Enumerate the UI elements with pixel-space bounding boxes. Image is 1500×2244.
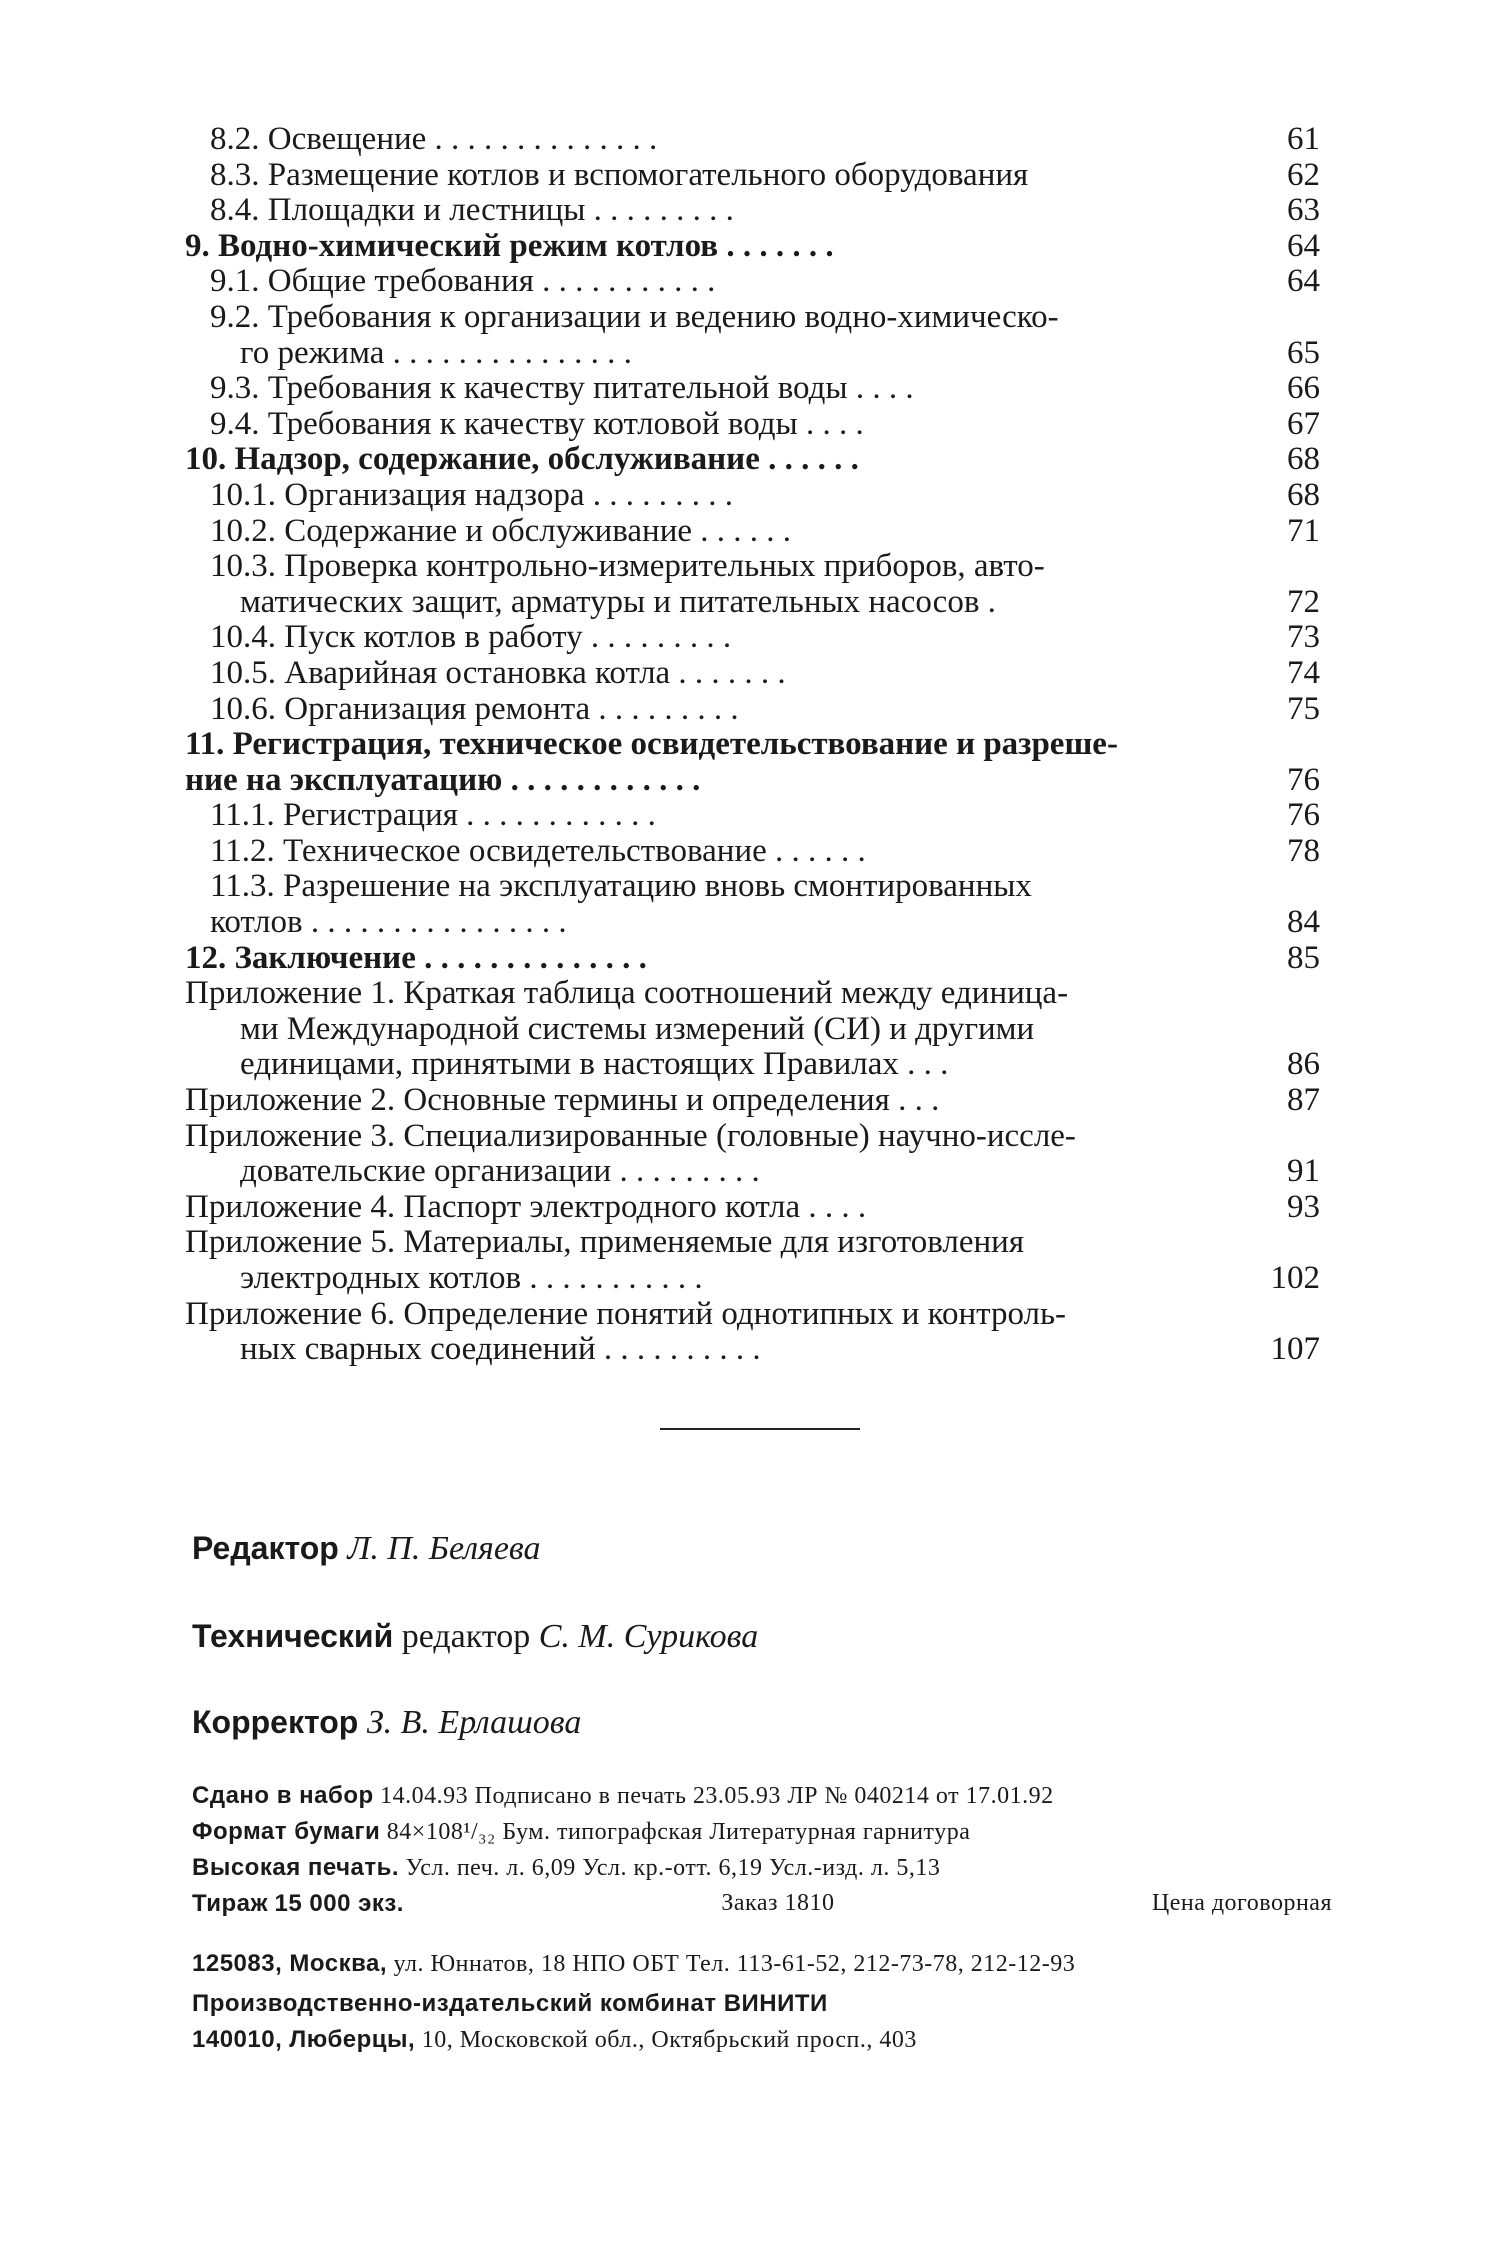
toc-page-number: 64 [1287,263,1320,300]
toc-entry [185,1012,1320,1048]
imprint-label: Сдано в набор [192,1782,374,1809]
imprint-label: 125083, Москва, [192,1950,388,1977]
toc-entry [185,1261,1320,1297]
toc-page-number: 68 [1287,441,1320,478]
imprint-text: Усл. печ. л. 6,09 Усл. кр.-отт. 6,19 Усл.-изд. л. 5,13 [405,1855,941,1881]
toc-entry-text: довательские организации . . . . . . . . . [240,1154,760,1190]
imprint-text: 84×108¹/₃₂ Бум. типографская Литературная гарнитура [386,1819,971,1845]
corrector-name: З. В. Ерлашова [366,1704,582,1741]
toc-entry [185,656,1320,692]
toc-page-number: 86 [1287,1046,1320,1083]
imprint-price: Цена договорная [1151,1890,1332,1916]
toc-entry [185,1190,1320,1226]
toc-page-number: 78 [1287,832,1320,869]
toc-entry-text: 8.3. Размещение котлов и вспомогательного оборудования [210,157,1029,193]
toc-entry [185,1154,1320,1190]
imprint-line-3 [192,1854,1332,1882]
toc-entry-text: 10.2. Содержание и обслуживание . . . . . . [210,513,792,549]
toc-entry [185,585,1320,621]
toc-entry-text: Приложение 3. Специализированные (головные) научно-иссле- [185,1118,1076,1154]
section-divider [660,1428,860,1430]
toc-page-number: 76 [1287,761,1320,798]
toc-page-number: 84 [1287,904,1320,941]
toc-entry-text: 11.2. Техническое освидетельствование . . . . . . [210,833,866,869]
toc-entry-text: 8.2. Освещение . . . . . . . . . . . . . . [210,122,658,157]
toc-entry-text: 10.3. Проверка контрольно-измерительных приборов, авто- [210,549,1045,585]
toc-page-number: 64 [1287,227,1320,264]
toc-entry [185,442,1320,478]
imprint-text: 10, Московской обл., Октябрьский просп., 403 [421,2027,917,2053]
toc-entry-text: Приложение 4. Паспорт электродного котла . . . . [185,1189,867,1225]
toc-entry-text: 11. Регистрация, техническое освидетельствование и разреше- [185,727,1118,763]
imprint-label: Формат бумаги [192,1818,381,1845]
imprint-line-6 [192,1990,1332,2018]
toc-entry [185,1047,1320,1083]
toc-entry [185,514,1320,550]
tech-editor-name: С. М. Сурикова [538,1618,759,1655]
toc-page-number: 75 [1287,690,1320,727]
imprint-label: Высокая печать. [192,1854,400,1881]
toc-entry-text: 12. Заключение . . . . . . . . . . . . . . [185,940,647,976]
toc-entry-text: электродных котлов . . . . . . . . . . . [240,1261,703,1296]
editor-name: Л. П. Беляева [347,1530,541,1567]
credit-tech-editor [192,1618,758,1656]
toc-page-number: 107 [1270,1331,1320,1368]
toc-page-number: 102 [1270,1260,1320,1296]
toc-page-number: 72 [1287,583,1320,620]
toc-entry-text: единицами, принятыми в настоящих Правилах . . . [240,1047,949,1083]
toc-page-number: 74 [1287,654,1320,691]
imprint-label: 140010, Люберцы, [192,2026,416,2053]
toc-entry-text: ми Международной системы измерений (СИ) и другими [240,1011,1035,1047]
toc-page-number: 91 [1287,1153,1320,1190]
toc-entry-text: Приложение 1. Краткая таблица соотношений между единица- [185,976,1069,1012]
imprint-line-4 [192,1890,1332,1918]
toc-page-number: 93 [1287,1188,1320,1225]
toc-entry [185,549,1320,585]
toc-page-number: 67 [1287,405,1320,442]
toc-page-number: 62 [1287,156,1320,193]
imprint-label: Тираж [192,1890,269,1917]
imprint-line-7 [192,2026,1332,2054]
toc-entry-text: 10.4. Пуск котлов в работу . . . . . . . . . [210,620,732,656]
toc-entry-text: Приложение 5. Материалы, применяемые для изготовления [185,1225,1025,1261]
toc-entry [185,158,1320,194]
toc-entry [185,407,1320,443]
toc-page-number: 76 [1287,797,1320,834]
toc-entry [185,1083,1320,1119]
credit-corrector [192,1704,581,1742]
toc-entry-text: 9.4. Требования к качеству котловой воды . . . . [210,406,864,442]
toc-entry-text: 10.1. Организация надзора . . . . . . . . . [210,477,734,513]
toc-entry-text: 9.1. Общие требования . . . . . . . . . . . [210,264,716,300]
toc-entry-text: го режима . . . . . . . . . . . . . . . [240,335,632,371]
toc-entry [185,264,1320,300]
toc-entry-text: 10.5. Аварийная остановка котла . . . . . . . [210,655,786,691]
toc-entry [185,763,1320,799]
toc-entry [185,941,1320,977]
toc-entry [185,692,1320,728]
toc-entry [185,727,1320,763]
toc-entry-text: 9.3. Требования к качеству питательной воды . . . . [210,371,914,407]
toc-page-number: 85 [1287,939,1320,976]
toc-entry [185,300,1320,336]
toc-page-number: 63 [1287,192,1320,229]
imprint-text: 15 000 экз. [274,1890,404,1917]
imprint-order: Заказ 1810 [721,1890,835,1916]
toc-entry-text: Приложение 2. Основные термины и определения . . . [185,1083,940,1119]
toc-entry-text: 11.3. Разрешение на эксплуатацию вновь смонтированных [210,869,1032,905]
imprint-line-2 [192,1818,1332,1846]
toc-entry [185,869,1320,905]
toc-entry [185,976,1320,1012]
toc-entry-text: котлов . . . . . . . . . . . . . . . . [210,905,567,941]
toc-page-number: 73 [1287,619,1320,656]
toc-page-number: 66 [1287,370,1320,407]
toc-entry [185,336,1320,372]
credit-editor [192,1530,540,1568]
toc-entry [185,905,1320,941]
toc-entry-text: матических защит, арматуры и питательных насосов . [240,584,996,620]
toc-entry-text: ных сварных соединений . . . . . . . . . . [240,1332,761,1368]
toc-page-number: 65 [1287,334,1320,371]
toc-entry-text: Приложение 6. Определение понятий однотипных и контроль- [185,1296,1067,1332]
toc-page-number: 61 [1287,121,1320,157]
toc-page-number: 68 [1287,476,1320,513]
tech-editor-role-rest: редактор [401,1618,531,1655]
imprint-text: ул. Юннатов, 18 НПО ОБТ Тел. 113-61-52, 212-73-78, 212-12-93 [393,1951,1076,1977]
toc-entry [185,229,1320,265]
editor-role: Редактор [192,1530,339,1566]
imprint-text: 14.04.93 Подписано в печать 23.05.93 ЛР № 040214 от 17.01.92 [380,1783,1054,1809]
toc-entry [185,1225,1320,1261]
toc-page-number: 71 [1287,512,1320,549]
imprint-line-5 [192,1950,1332,1978]
table-of-contents [185,122,1320,1368]
imprint-line-1 [192,1782,1332,1810]
toc-entry-text: 10.6. Организация ремонта . . . . . . . . . [210,691,739,727]
toc-entry-text: 11.1. Регистрация . . . . . . . . . . . . [210,798,656,834]
toc-entry-text: 10. Надзор, содержание, обслуживание . . . . . . [185,442,859,478]
toc-entry [185,371,1320,407]
toc-entry-text: ние на эксплуатацию . . . . . . . . . . . . [185,762,701,798]
toc-entry [185,122,1320,158]
toc-entry [185,193,1320,229]
toc-entry-text: 8.4. Площадки и лестницы . . . . . . . . . [210,193,734,229]
toc-entry [185,1297,1320,1333]
toc-page-number: 87 [1287,1082,1320,1119]
toc-entry [185,620,1320,656]
corrector-role: Корректор [192,1704,359,1740]
toc-entry-text: 9. Водно-химический режим котлов . . . . . . . [185,228,834,264]
toc-entry [185,1332,1320,1368]
toc-entry [185,834,1320,870]
toc-entry [185,798,1320,834]
toc-entry-text: 9.2. Требования к организации и ведению водно-химическо- [210,299,1059,335]
tech-editor-role: Технический [192,1618,394,1654]
toc-entry [185,478,1320,514]
toc-entry [185,1119,1320,1155]
imprint-label: Производственно-издательский комбинат ВИНИТИ [192,1990,828,2017]
